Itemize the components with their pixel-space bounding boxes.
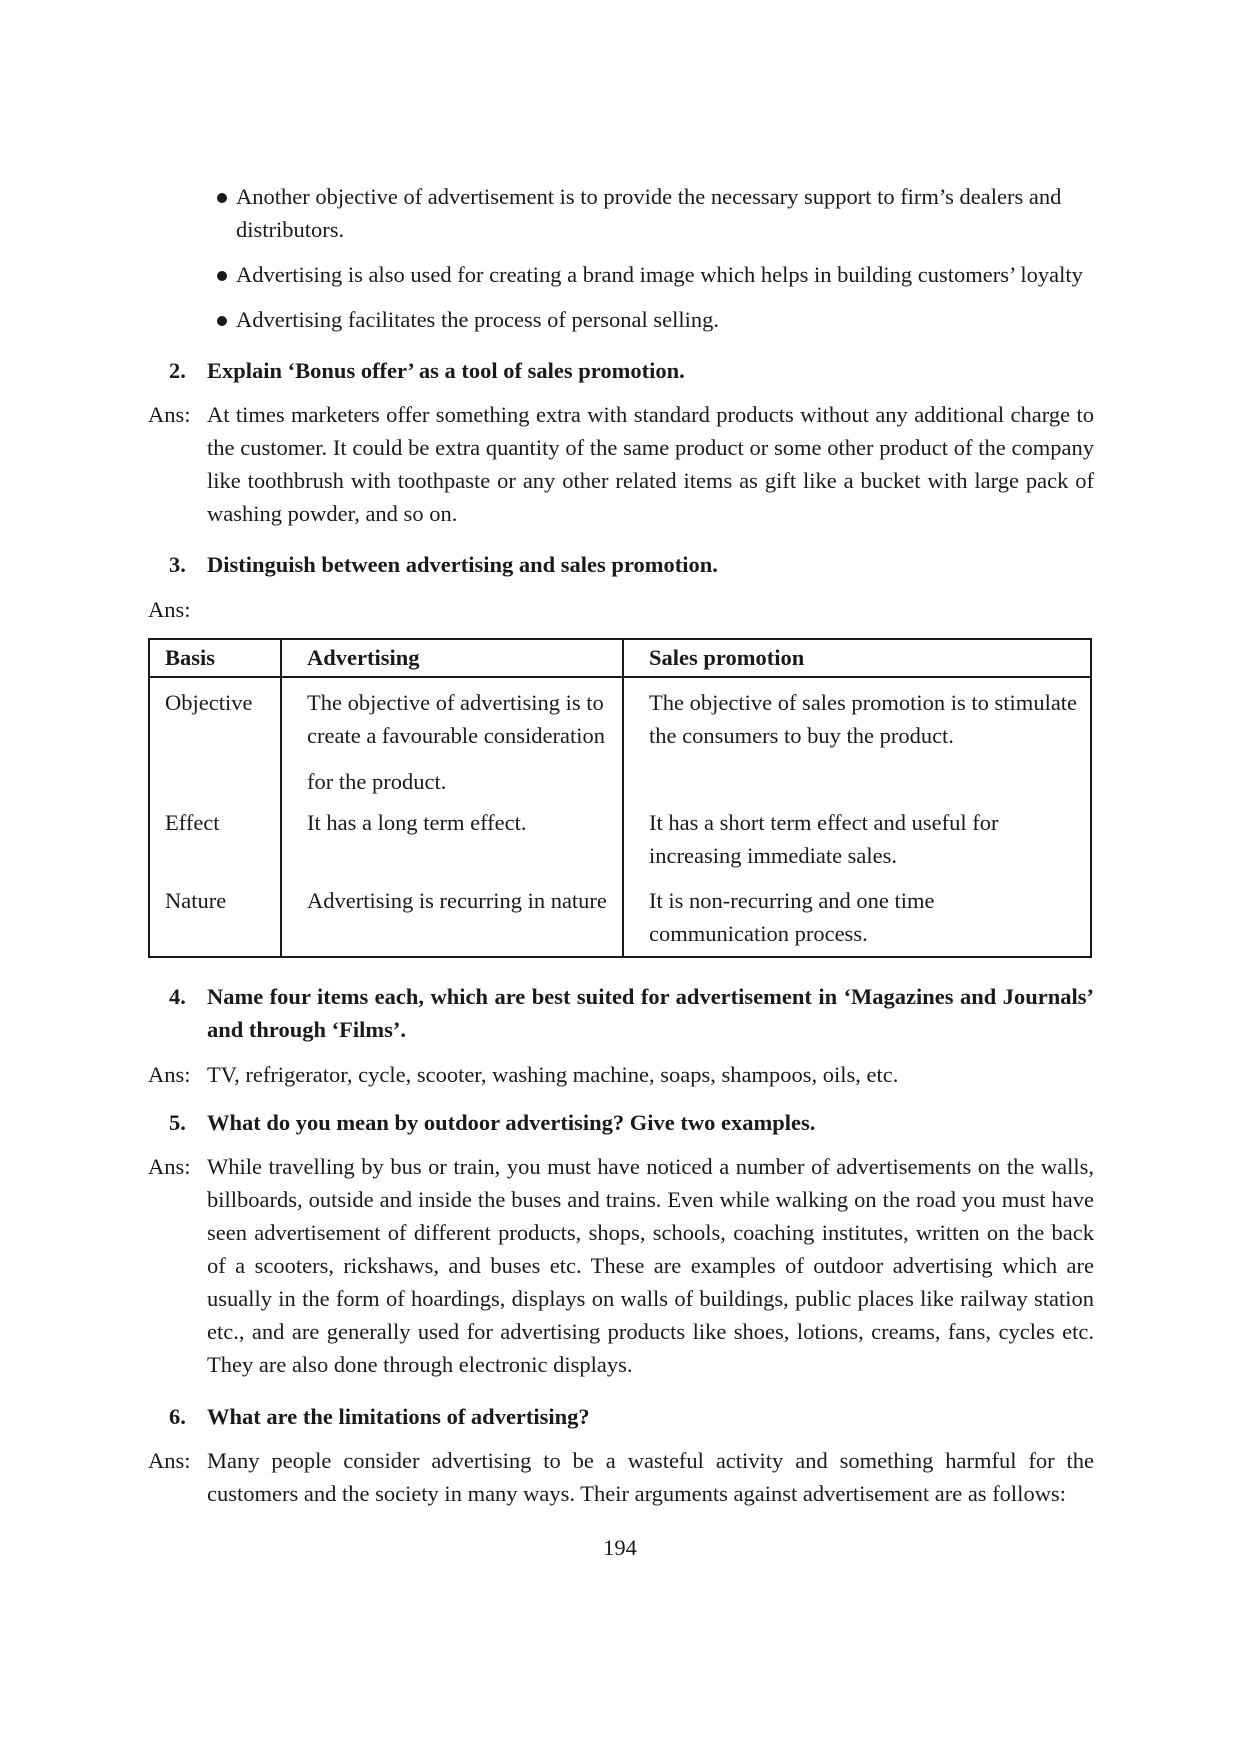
question-number: 3. [169, 552, 186, 577]
answer-2 [148, 398, 1094, 530]
question-number: 5. [169, 1110, 186, 1135]
table-cell-advertising: It has a long term effect. [307, 810, 527, 835]
bullet-text: Advertising is also used for creating a brand image which helps in building customers’ loyalty [236, 262, 1083, 287]
answer-label: Ans: [148, 1448, 191, 1473]
answer-text: Many people consider advertising to be a wasteful activity and something harmful for the customers and the society in many ways. Their arguments against advertisement are as follows: [207, 1448, 1094, 1506]
question-2 [169, 354, 1094, 387]
question-4 [169, 980, 1094, 1046]
table-cell-basis: Objective [165, 690, 253, 715]
comparison-table [148, 638, 1092, 958]
table-header-sales-promotion: Sales promotion [649, 645, 805, 670]
question-5 [169, 1106, 1094, 1139]
bullet-text: Advertising facilitates the process of personal selling. [236, 307, 719, 332]
table-cell-advertising: The objective of advertising is to create a favourable consideration [307, 690, 605, 748]
answer-6 [148, 1444, 1094, 1510]
table-cell-basis: Nature [165, 888, 227, 913]
question-text: Distinguish between advertising and sales promotion. [207, 552, 718, 577]
table-cell-advertising: Advertising is recurring in nature [307, 888, 607, 913]
page-number: 194 [603, 1535, 637, 1560]
answer-5 [148, 1150, 1094, 1381]
question-text: Explain ‘Bonus offer’ as a tool of sales promotion. [207, 358, 685, 383]
table-column-divider [622, 640, 624, 956]
list-item [214, 258, 1094, 291]
answer-label: Ans: [148, 1154, 191, 1179]
table-column-divider [280, 640, 282, 956]
question-number: 6. [169, 1404, 186, 1429]
question-3 [169, 548, 1094, 581]
table-header-divider [150, 676, 1090, 678]
list-item [214, 303, 1094, 336]
bullet-dot-icon [217, 193, 227, 203]
question-text: What do you mean by outdoor advertising? Give two examples. [207, 1110, 816, 1135]
question-text: Name four items each, which are best suited for advertisement in ‘Magazines and Journals’ and through ‘Films’. [207, 984, 1094, 1042]
bullet-dot-icon [217, 271, 227, 281]
bullet-list [214, 180, 1094, 348]
question-6 [169, 1400, 1094, 1433]
bullet-dot-icon [217, 316, 227, 326]
answer-label: Ans: [148, 597, 191, 622]
table-cell-sales-promotion: It is non-recurring and one time communication process. [649, 888, 935, 946]
answer-label: Ans: [148, 402, 191, 427]
table-cell-advertising-continued: for the product. [307, 769, 447, 794]
list-item [214, 180, 1094, 246]
table-header-advertising: Advertising [307, 645, 420, 670]
table-header-basis: Basis [165, 645, 216, 670]
question-number: 4. [169, 984, 186, 1009]
answer-text: At times marketers offer something extra with standard products without any additional charge to the customer. It could be extra quantity of the same product or some other product of the company like toothbrush with toothpaste or any other related items as gift like a bucket with large pack of washing powder, and so on. [207, 402, 1094, 526]
answer-label: Ans: [148, 1062, 191, 1087]
question-number: 2. [169, 358, 186, 383]
question-text: What are the limitations of advertising? [207, 1404, 590, 1429]
answer-text: While travelling by bus or train, you must have noticed a number of advertisements on the walls, billboards, outside and inside the buses and trains. Even while walking on the road you must have seen advertisement of different products, shops, schools, coaching institutes, written on the back of a scooters, rickshaws, and buses etc. These are examples of outdoor advertising which are usually in the form of hoardings, displays on walls of buildings, public places like railway station etc., and are generally used for advertising products like shoes, lotions, creams, fans, cycles etc. They are also done through electronic displays. [207, 1154, 1094, 1377]
bullet-text: Another objective of advertisement is to provide the necessary support to firm’s dealers and distributors. [236, 184, 1062, 242]
table-cell-sales-promotion: The objective of sales promotion is to stimulate the consumers to buy the product. [649, 690, 1078, 748]
table-cell-basis: Effect [165, 810, 220, 835]
answer-4 [148, 1058, 1094, 1091]
answer-text: TV, refrigerator, cycle, scooter, washing machine, soaps, shampoos, oils, etc. [207, 1062, 899, 1087]
table-cell-sales-promotion: It has a short term effect and useful for increasing immediate sales. [649, 810, 999, 868]
